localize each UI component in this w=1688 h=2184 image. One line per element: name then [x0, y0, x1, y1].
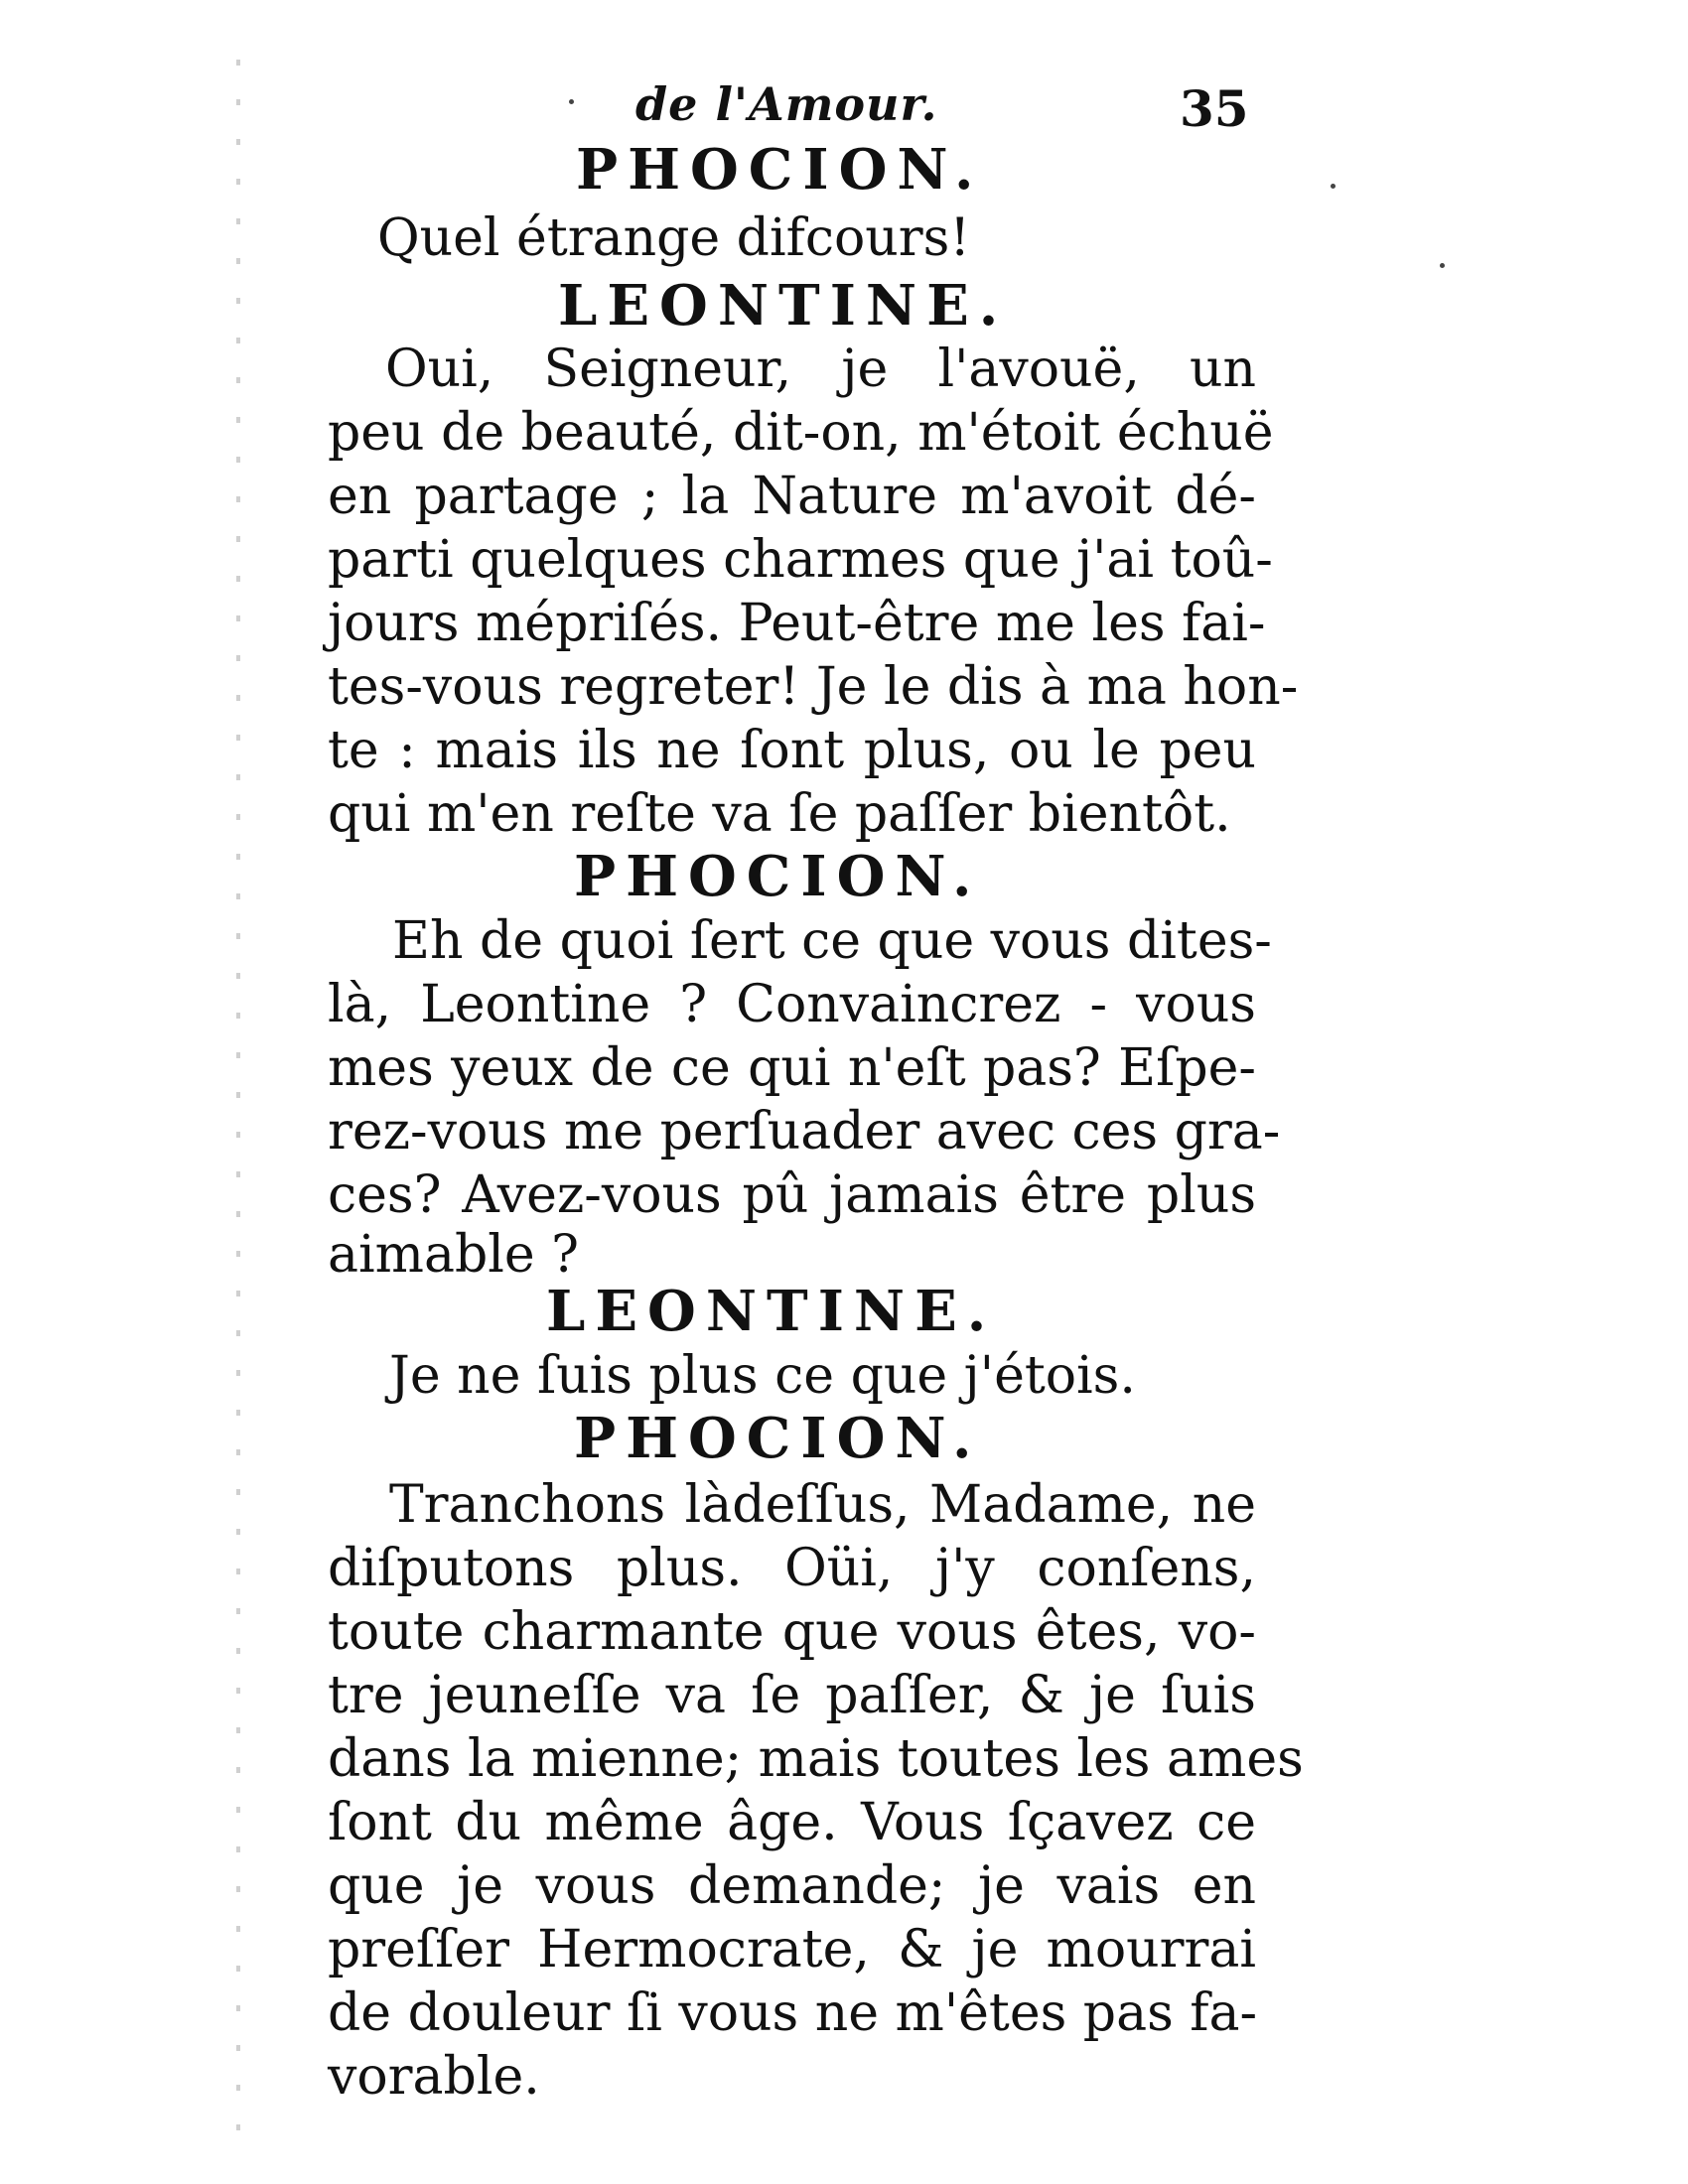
gutter-marks — [236, 60, 240, 2144]
text-line: ſont du même âge. Vous ſçavez ce — [328, 1793, 1256, 1852]
speaker-heading: PHOCION. — [574, 1406, 982, 1471]
text-line: là, Leontine ? Convaincrez - vous — [328, 975, 1256, 1034]
text-line: rez-vous me perſuader avec ces gra- — [328, 1102, 1281, 1161]
text-line: dans la mienne; mais toutes les ames — [328, 1729, 1304, 1789]
text-line: peu de beauté, dit-on, m'étoit échuë — [328, 403, 1274, 463]
page-number: 35 — [1180, 79, 1249, 138]
ink-speck — [569, 99, 574, 104]
text-line: preſſer Hermocrate, & je mourrai — [328, 1920, 1256, 1979]
text-line: tre jeuneſſe va ſe paſſer, & je ſuis — [328, 1666, 1256, 1725]
ink-speck — [1440, 263, 1445, 268]
text-line: te : mais ils ne ſont plus, ou le peu — [328, 721, 1256, 780]
text-line: Quel étrange difcours! — [377, 208, 971, 268]
text-line: Oui, Seigneur, je l'avouë, un — [385, 340, 1256, 399]
text-line: tes-vous regreter! Je le dis à ma hon- — [328, 657, 1299, 717]
running-head: de l'Amour. — [635, 77, 938, 131]
text-line: de douleur ſi vous ne m'êtes pas fa- — [328, 1983, 1258, 2043]
text-line: qui m'en reſte va ſe paſſer bientôt. — [328, 784, 1231, 844]
speaker-heading: PHOCION. — [576, 137, 984, 203]
text-line: que je vous demande; je vais en — [328, 1856, 1256, 1916]
text-line: Eh de quoi ſert ce que vous dites- — [392, 911, 1272, 971]
speaker-heading: LEONTINE. — [558, 273, 1009, 339]
text-line: Je ne ſuis plus ce que j'étois. — [389, 1346, 1136, 1406]
text-line: Tranchons làdeſſus, Madame, ne — [389, 1475, 1256, 1535]
text-line: jours mépriſés. Peut-être me les fai- — [328, 594, 1266, 653]
text-line: en partage ; la Nature m'avoit dé- — [328, 467, 1256, 526]
text-line: vorable. — [328, 2047, 540, 2107]
speaker-heading: LEONTINE. — [546, 1279, 997, 1344]
text-line: toute charmante que vous êtes, vo- — [328, 1602, 1256, 1662]
text-line: aimable ? — [328, 1225, 580, 1285]
speaker-heading: PHOCION. — [574, 844, 982, 909]
text-line: diſputons plus. Oüi, j'y conſens, — [328, 1539, 1256, 1598]
text-line: ces? Avez-vous pû jamais être plus — [328, 1165, 1256, 1225]
ink-speck — [1331, 184, 1336, 189]
text-line: parti quelques charmes que j'ai toû- — [328, 530, 1273, 590]
text-line: mes yeux de ce qui n'eſt pas? Eſpe- — [328, 1038, 1256, 1098]
